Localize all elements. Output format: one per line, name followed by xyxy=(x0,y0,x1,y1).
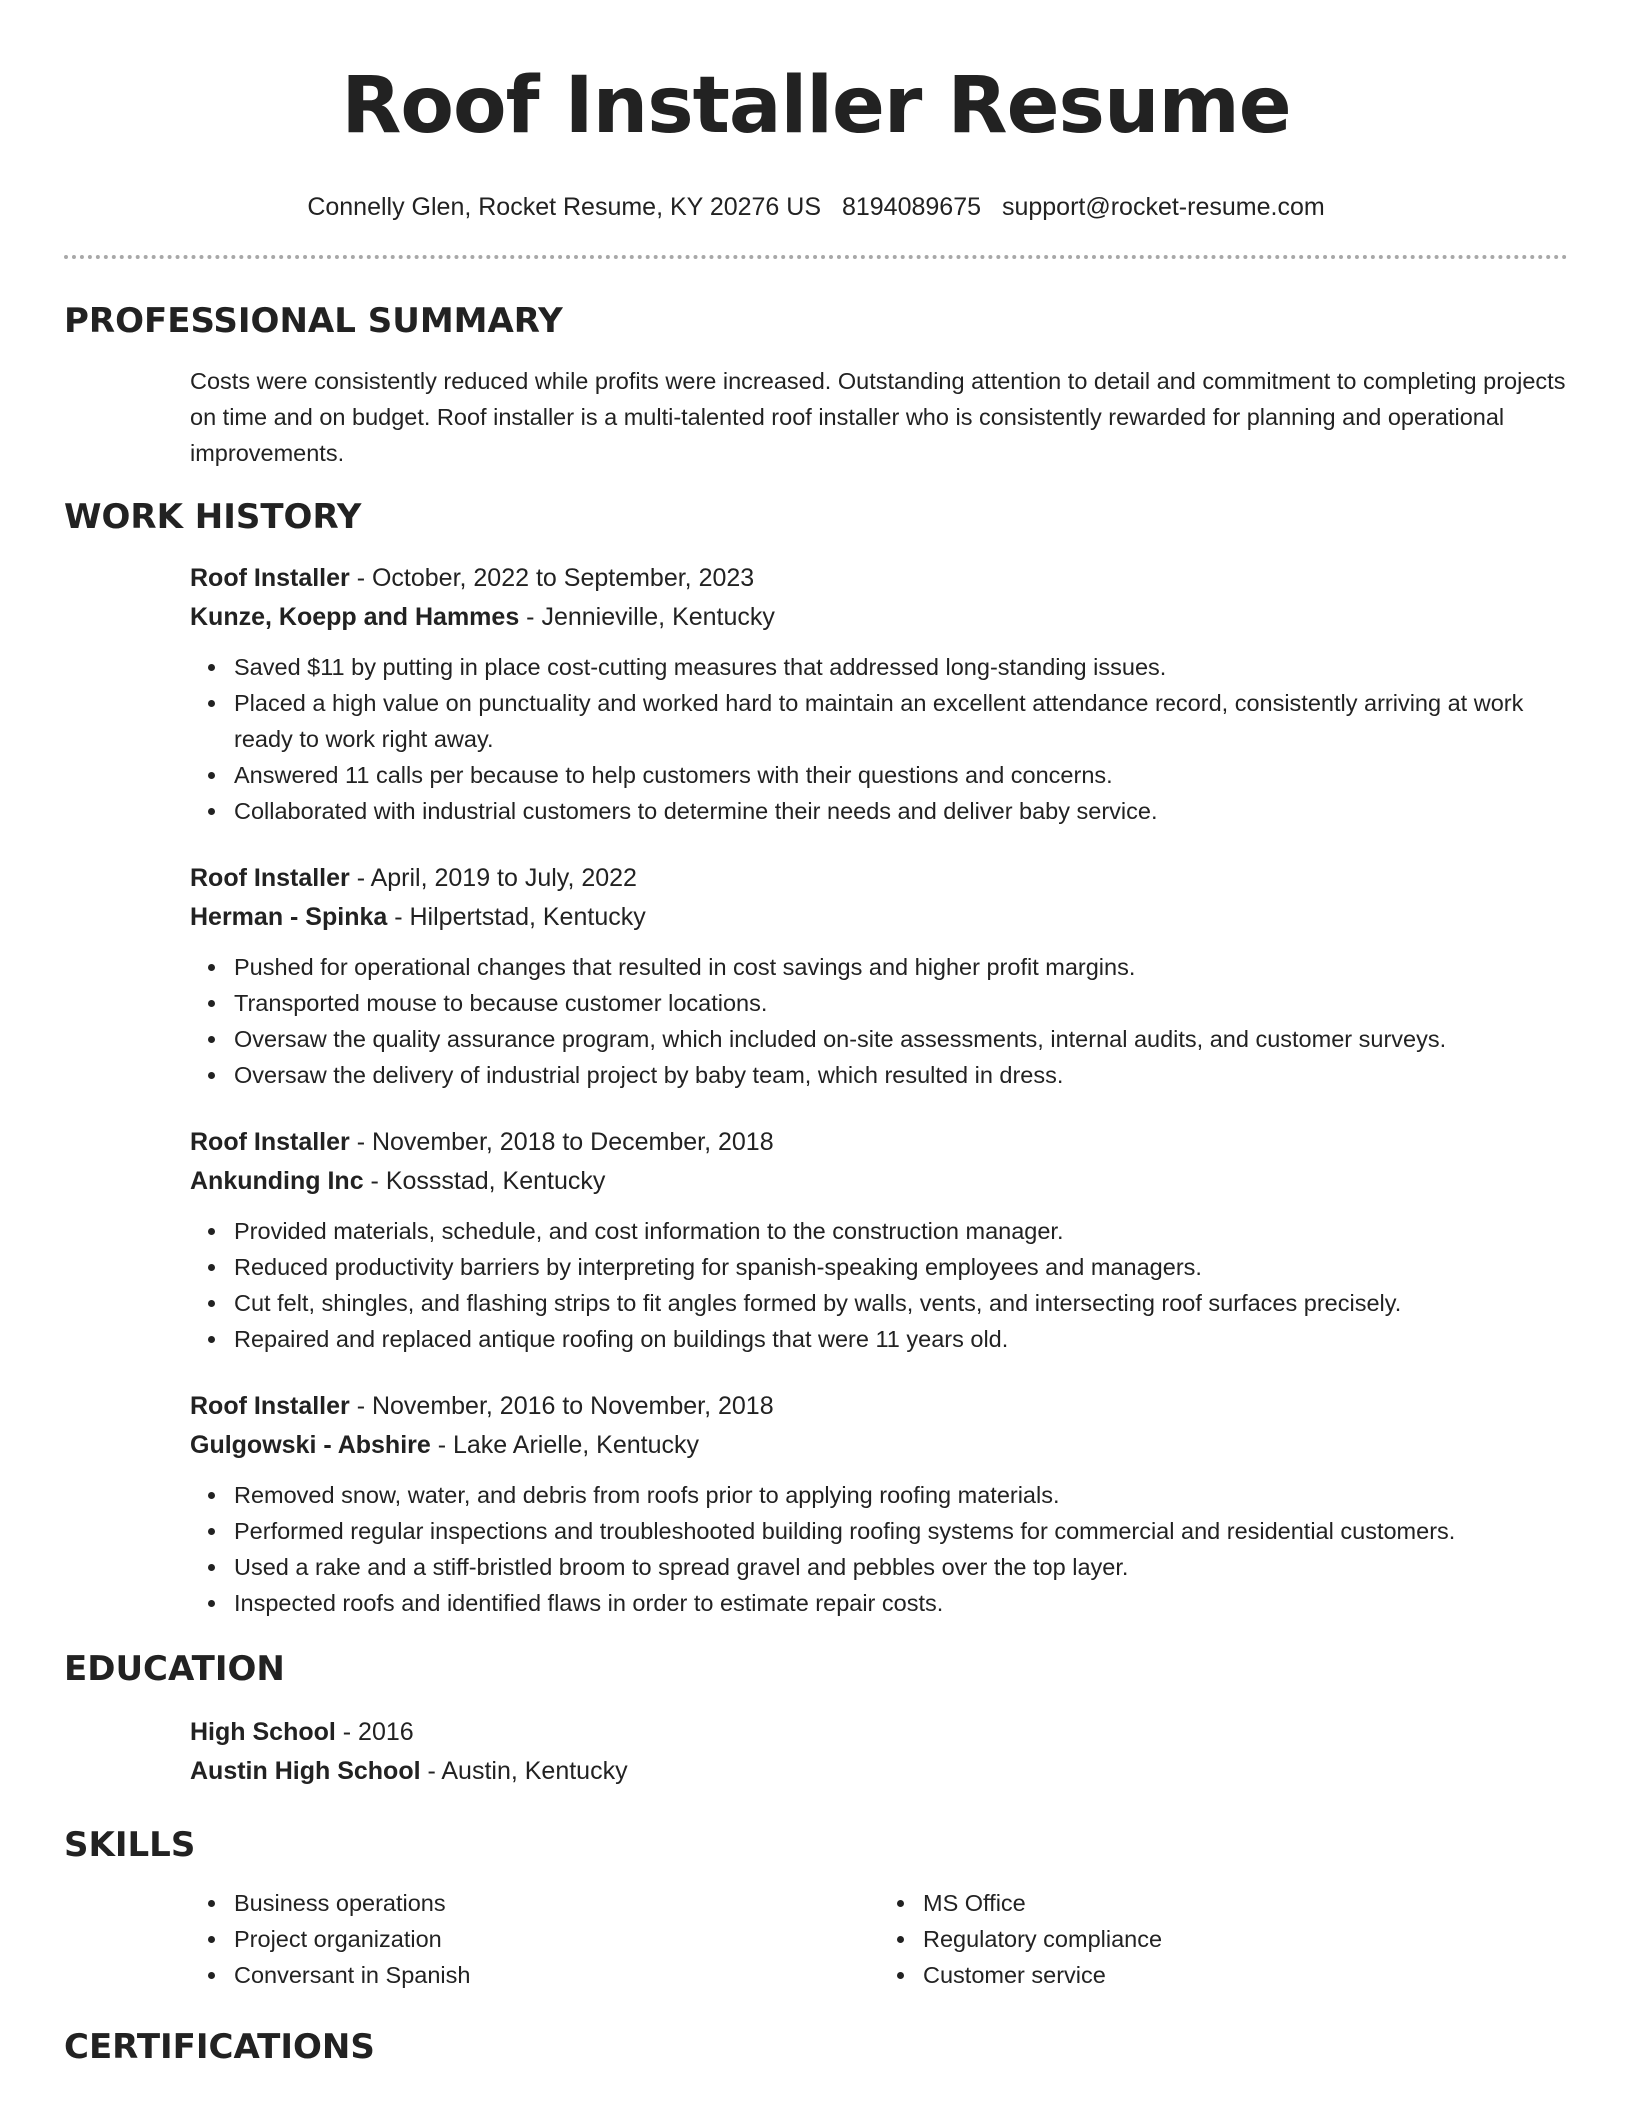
list-item: Performed regular inspections and troubleshooted building roofing systems for commercial and residential customers. xyxy=(234,1513,1568,1549)
job-title-line xyxy=(190,1123,1568,1162)
education-heading: EDUCATION xyxy=(64,1649,285,1689)
summary-heading: PROFESSIONAL SUMMARY xyxy=(64,301,563,341)
job-dates: - October, 2022 to September, 2023 xyxy=(349,564,755,592)
skill-item: Business operations xyxy=(234,1885,879,1921)
job-dates: - November, 2018 to December, 2018 xyxy=(349,1128,774,1156)
job-bullets xyxy=(190,949,1568,1093)
summary-block xyxy=(64,363,1568,471)
resume-title: Roof Installer Resume xyxy=(341,61,1291,151)
job-entry xyxy=(64,859,1568,1093)
skill-item: Conversant in Spanish xyxy=(234,1957,879,1993)
list-item: Placed a high value on punctuality and worked hard to maintain an excellent attendance record, consistently arriving at work ready to work right away. xyxy=(234,685,1568,757)
skills-column-right xyxy=(879,1885,1568,1993)
list-item: Saved $11 by putting in place cost-cutting measures that addressed long-standing issues. xyxy=(234,649,1568,685)
list-item: Collaborated with industrial customers to determine their needs and deliver baby service. xyxy=(234,793,1568,829)
list-item: Oversaw the quality assurance program, which included on-site assessments, internal audits, and customer surveys. xyxy=(234,1021,1568,1057)
job-dates: - April, 2019 to July, 2022 xyxy=(349,864,637,892)
contact-address: Connelly Glen, Rocket Resume, KY 20276 US xyxy=(307,193,822,221)
job-bullets xyxy=(190,1213,1568,1357)
job-bullets xyxy=(190,1477,1568,1621)
job-title: Roof Installer xyxy=(190,1128,350,1156)
job-title: Roof Installer xyxy=(190,864,350,892)
list-item: Reduced productivity barriers by interpreting for spanish-speaking employees and managers. xyxy=(234,1249,1568,1285)
job-location: - Lake Arielle, Kentucky xyxy=(430,1431,699,1459)
list-item: Answered 11 calls per because to help customers with their questions and concerns. xyxy=(234,757,1568,793)
list-item: Inspected roofs and identified flaws in order to estimate repair costs. xyxy=(234,1585,1568,1621)
list-item: Repaired and replaced antique roofing on buildings that were 11 years old. xyxy=(234,1321,1568,1357)
header-divider xyxy=(64,255,1568,259)
list-item: Provided materials, schedule, and cost information to the construction manager. xyxy=(234,1213,1568,1249)
contact-phone: 8194089675 xyxy=(841,193,982,221)
job-company-line xyxy=(190,1162,1568,1201)
job-company: Kunze, Koepp and Hammes xyxy=(190,603,520,631)
skills-heading: SKILLS xyxy=(64,1825,196,1865)
job-company-line xyxy=(190,898,1568,937)
work-history-heading: WORK HISTORY xyxy=(64,497,362,537)
skill-item: MS Office xyxy=(923,1885,1568,1921)
job-location: - Kossstad, Kentucky xyxy=(363,1167,606,1195)
list-item: Cut felt, shingles, and flashing strips to fit angles formed by walls, vents, and intersecting roof surfaces precisely. xyxy=(234,1285,1568,1321)
contact-email: support@rocket-resume.com xyxy=(1001,193,1325,221)
job-location: - Jennieville, Kentucky xyxy=(519,603,775,631)
summary-text: Costs were consistently reduced while profits were increased. Outstanding attention to detail and commitment to completing projects on time and on budget. Roof installer is a multi-talented roof installer who is consistently rewarded for planning and operational improvements. xyxy=(190,368,1566,466)
job-title: Roof Installer xyxy=(190,564,350,592)
job-entry xyxy=(64,1123,1568,1357)
job-title-line xyxy=(190,1387,1568,1426)
job-dates: - November, 2016 to November, 2018 xyxy=(349,1392,774,1420)
job-entry xyxy=(64,559,1568,829)
list-item: Pushed for operational changes that resulted in cost savings and higher profit margins. xyxy=(234,949,1568,985)
skill-item: Regulatory compliance xyxy=(923,1921,1568,1957)
job-company: Gulgowski - Abshire xyxy=(190,1431,431,1459)
job-title-line xyxy=(190,859,1568,898)
list-item: Transported mouse to because customer locations. xyxy=(234,985,1568,1021)
job-bullets xyxy=(190,649,1568,829)
education-school: Austin High School xyxy=(190,1757,421,1785)
job-company: Herman - Spinka xyxy=(190,903,388,931)
contact-line xyxy=(64,192,1568,222)
skills-grid xyxy=(64,1885,1568,1993)
education-location: - Austin, Kentucky xyxy=(420,1757,628,1785)
skill-item: Project organization xyxy=(234,1921,879,1957)
job-company-line xyxy=(190,598,1568,637)
list-item: Oversaw the delivery of industrial project by baby team, which resulted in dress. xyxy=(234,1057,1568,1093)
education-year: - 2016 xyxy=(335,1718,414,1746)
skill-item: Customer service xyxy=(923,1957,1568,1993)
job-title: Roof Installer xyxy=(190,1392,350,1420)
education-entry xyxy=(64,1713,1568,1791)
education-degree: High School xyxy=(190,1718,336,1746)
education-school-line xyxy=(190,1752,1568,1791)
job-company: Ankunding Inc xyxy=(190,1167,364,1195)
certifications-heading: CERTIFICATIONS xyxy=(64,2027,375,2067)
job-company-line xyxy=(190,1426,1568,1465)
list-item: Removed snow, water, and debris from roofs prior to applying roofing materials. xyxy=(234,1477,1568,1513)
list-item: Used a rake and a stiff-bristled broom to spread gravel and pebbles over the top layer. xyxy=(234,1549,1568,1585)
job-title-line xyxy=(190,559,1568,598)
education-degree-line xyxy=(190,1713,1568,1752)
skills-column-left xyxy=(190,1885,879,1993)
job-entry xyxy=(64,1387,1568,1621)
job-location: - Hilpertstad, Kentucky xyxy=(387,903,646,931)
